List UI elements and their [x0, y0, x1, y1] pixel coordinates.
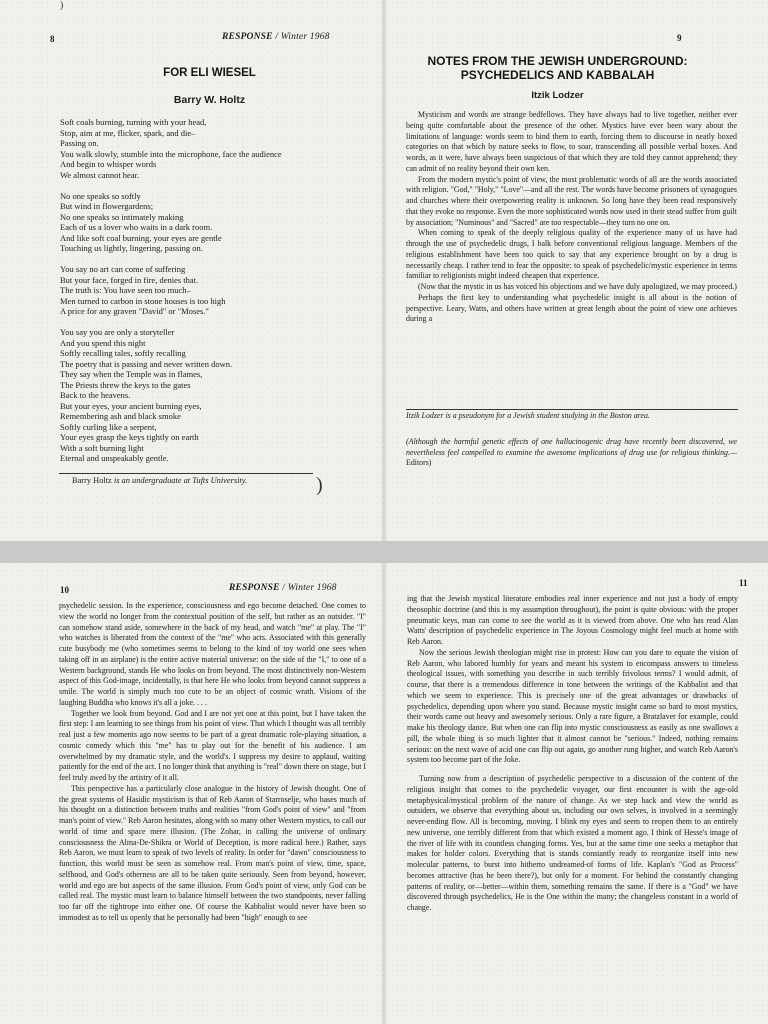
poem-stanza	[60, 191, 378, 254]
poem-line: With a soft burning light	[60, 442, 144, 453]
page-number: 8	[50, 34, 55, 44]
poem-line: Passing on.	[60, 138, 99, 148]
poem-line: A price for any graven "David" or "Moses."	[60, 306, 209, 316]
poem-line: But your eyes, your ancient burning eyes,	[60, 400, 202, 411]
footnote-rule	[406, 409, 738, 410]
poem-line: No one speaks so intimately making	[60, 211, 184, 222]
poem-body	[60, 117, 378, 474]
poem-stanza	[60, 117, 378, 180]
article-body	[59, 601, 366, 1024]
editor-note	[406, 437, 737, 469]
paragraph: ing that the Jewish mystical literature embodies real inner experience and not just a body of empty theosophic doctrine (and this is my assumption throughout), the point is quite obvious: with the proper pneumatic keys, man can come to see the world as it is viewed from above. One who has read Alan Watts' description of psychedelic experience in The Joyous Cosmology might feel much at home with Reb Aaron.	[407, 594, 738, 646]
poem-line: Soft coals burning, turning with your head,	[60, 117, 207, 127]
scan-speck: )	[60, 0, 64, 11]
poem-line: We almost cannot hear.	[60, 169, 140, 180]
pseudonym-footnote: Itzik Lodzer is a pseudonym for a Jewish student studying in the Boston area.	[406, 411, 650, 420]
paragraph: Now the serious Jewish theologian might rise in protest: How can you dare to equate the vision of Reb Aaron, who labored humbly for years and meant his system to encompass answers to timeless theological issues, with something you describe in such terribly frivolous terms? I would admit, of course, that there is a tremendous difference in tone between the writings of the Kabbalist and that which we seem to experience. This is precisely one of the great advantages or drawbacks of psychedelics, depending upon where you stand. Because mystic insight came so hard to most mystics, their words came out heavy and awesomely serious. Only a rare figure, a Bratzlaver for example, could make his theology dance. But when one can flip into mystic consciousness as easily as one swallows a pill, the whole thing is so much lighter that it almost cannot be "serious." Indeed, nothing remains serious: on the next wave of acid one can flip out again, go another rung higher, and watch Reb Aaron's system too become part of the Joke.	[407, 647, 738, 765]
article-body	[406, 110, 737, 416]
paragraph: Perhaps the first key to understanding what psychedelic insight is all about is the notion of perspective. Leary, Watts, and others have written at great length about the point of view one achieves during a	[406, 292, 737, 324]
paragraph: From the modern mystic's point of view, the most problematic words of all are the words associated with religion. "God," "Holy," "Love"—and all the rest. The words have become prisoners of synagogues and churches where their overpowering reality is unknown. So long have they been read responsively that they evoke no response. Even the more sophisticated words now used in their stead suffer from guilt by association; "Numinous" and "Sacred" are too respectable—they turn no one on.	[406, 174, 737, 227]
poem-line: You say no art can come of suffering	[60, 264, 186, 274]
poem-line: Your eyes grasp the keys tightly on earth	[60, 432, 199, 442]
journal-name: RESPONSE	[229, 583, 280, 593]
article-title-line-1: NOTES FROM THE JEWISH UNDERGROUND:	[427, 54, 688, 68]
poem-line: But your face, forged in fire, denies that.	[60, 274, 199, 285]
paragraph: Together we look from beyond. God and I are not yet one at this point, but I have taken the first step: I am learning to see things from his point of view. That which I thought was all terribly real just a few moments ago now seems to be part of a great dramatic role-playing situation, a cosmic comedy which this "me" has to play out for the benefit of his audience. I am overwhelmed by my dramatic style, and the world's. I suppress my desire to applaud, waiting patiently for the end of the act. I no longer think that anything is "real" down there on stage, but I feel truly awed by the artistry of it all.	[59, 708, 366, 782]
poem-line: Remembering ash and black smoke	[60, 411, 181, 421]
credit-rule	[59, 473, 313, 474]
running-head	[229, 583, 337, 593]
poem-line: You say you are only a storyteller	[60, 327, 175, 337]
editor-note-text: (Although the harmful genetic effects of one hallucinogenic drug have recently been discovered, we nevertheless feel compelled to examine the awesome implications of drug use for religious thinking.—	[406, 437, 737, 457]
poem-line: And like soft coal burning, your eyes are gentle	[60, 232, 222, 243]
poem-line: You walk slowly, stumble into the microphone, face the audience	[60, 148, 282, 159]
poem-line: The truth is: You have seen too much–	[60, 285, 191, 295]
paragraph: Mysticism and words are strange bedfellows. They have always had to live together, neither ever being quite comfortable about the presence of the other. Mystics have ever been wary about the limitations of language: words seem to bind them to earth, forcing them to discourse in neatly boxed categories on that which by nature seeks to flow, to soar, transcending all possible verbal boxes. And words, as it were, have always been suspicious of that which they are told they cannot apprehend; they can admit of no reality beyond their own ken.	[406, 110, 737, 173]
poem-title: FOR ELI WIESEL	[163, 67, 256, 79]
paragraph: (Now that the mystic in us has voiced his objections and we have duly apologized, we may proceed.)	[418, 282, 737, 291]
page-number: 9	[677, 33, 682, 43]
paragraph: Turning now from a description of psychedelic perspective to a discussion of the content of the religious insight that comes to the psychedelic voyager, our first encounter is with the age-old metaphysical/mystical problem of the nature of change. As we step back and view the world as outsiders, we observe that everything about us, including our own selves, is involved in a seemingly never-ending flow. All is becoming, moving. I blink my eyes and seem to reopen them to an entirely new universe, one terribly different from that which existed a moment ago. I think of Hesse's image of the river of life with its countless changing forms. Yes, but at the same time one seeks a metaphor that makes for holder colors. Everything that is stands constantly ready to reorganize itself into new molecular patterns, to burst into hitherto undreamed-of forms of life. Kaplan's "God as Process" becomes attractive (has he been there?), but only for a moment. For behind the constantly changing patterns of reality, or—better—within them, something remains the same. If there is a "God" we have discovered through psychedelics, He is the One within the many; the changeless constant in a world of change.	[407, 774, 738, 912]
poem-line: Touching us lightly, lingering, passing on.	[60, 243, 203, 253]
poem-line: The poetry that is passing and never written down.	[60, 358, 233, 369]
issue-date: / Winter 1968	[275, 32, 330, 42]
paragraph: When coming to speak of the deeply religious quality of the experience many of us have had through the use of psychedelic drugs, I balk before conventional religious language. Members of the religious establishment have been too quick to say that any experience brought on by a drug is necessarily cheap. I rather tend to fear the opposite: to speak of psychedelic/mystic experience in terms familiar to religionists might indeed cheapen that experience.	[406, 228, 737, 281]
poem-line: Each of us a lover who waits in a dark room.	[60, 222, 213, 232]
paragraph: psychedelic session. In the experience, consciousness and ego become detached. One comes to view the world no longer from the contextual position of the self, but rather as an outsider. "I" can somehow stand aside, somewhere in the back of my head, and watch "me" at play. The "I" who watches is liberated from the context of the "me" who acts. Associated with this generally cute busybody me (who sometimes seems to belong to the kind of toy world one sees when taking off in an airplane) is the entire active material universe: on the side of the "I," to one of a Western background, stands He who looks on from beyond. The most distinctively non-Western aspect of this God-image, incidentally, is that here He who looks from beyond cannot suppress a smile. The world is simply much too cute to be an object of cosmic wrath. Visions of the laughing Buddha who knows it's all a joke. . . .	[59, 601, 366, 707]
page-number: 10	[60, 585, 69, 595]
page-10	[0, 563, 381, 1024]
poem-line: But wind in flowergardens;	[60, 201, 154, 211]
article-title-line-2: PSYCHEDELICS AND KABBALAH	[460, 68, 655, 82]
credit-text: is an undergraduate at Tufts University.	[111, 476, 248, 485]
page-9	[387, 0, 768, 541]
author-credit	[72, 476, 247, 485]
journal-name: RESPONSE	[222, 32, 273, 42]
paragraph: This perspective has a particularly close analogue in the history of Jewish thought. One of the great systems of Hasidic mysticism is that of Reb Aaron of Starroselje, who bases much of his thought on a distinction between truths and realities "from God's point of view" and "from man's point of view." Reb Aaron hesitates, along with so many other Western mystics, to call our world of time and space mere illusion. (The Zohar, in calling the universe of ordinary consciousness the Alma-De-Shikra or World of Deception, is more radical here.) Rather, says Reb Aaron, we must learn to speak of two levels of reality. In order for "dawn" consciousness to function, this world must be seen as somehow real. From man's point of view, time, space, selfhood, and God's otherness are all to be taken quite seriously. Seen from beyond, however, world and ego are but aspects of the same illusion. From God's point of view, only God can be called real. The mystic must learn to balance himself between the two standpoints, never falling too far off the tightrope into either one. Of course the Kabbalist would never have been so immodest as to tell us openly that he personally had been "high" enough to see	[59, 783, 366, 922]
page-number: 11	[739, 578, 748, 588]
credit-name: Barry Holtz	[72, 476, 112, 485]
poem-stanza	[60, 327, 378, 464]
poem-line: No one speaks so softly	[60, 190, 141, 201]
handwritten-mark: )	[316, 474, 323, 496]
running-head	[222, 32, 330, 42]
poem-stanza	[60, 264, 378, 317]
editor-note-signature: Editors)	[406, 458, 432, 468]
poem-line: Eternal and unspeakably gentle.	[60, 453, 169, 463]
poem-line: The Priests threw the keys to the gates	[60, 379, 191, 390]
poem-line: And you spend this night	[60, 337, 146, 348]
poem-author: Barry W. Holtz	[173, 94, 246, 106]
poem-line: Back to the heavens.	[60, 390, 131, 400]
poem-line: Stop, aim at me, flicker, spark, and die–	[60, 127, 196, 138]
issue-date: / Winter 1968	[282, 583, 337, 593]
article-author: Itzik Lodzer	[531, 90, 584, 101]
poem-line: And begin to whisper words	[60, 159, 157, 169]
poem-line: They say when the Temple was in flames,	[60, 369, 203, 379]
page-11	[387, 563, 768, 1024]
page-8	[0, 0, 381, 541]
poem-line: Softly recalling tales, softly recalling	[60, 348, 186, 358]
bottom-spread	[0, 563, 768, 1024]
article-body	[407, 594, 738, 1024]
poem-line: Men turned to carbon in stone houses is too high	[60, 295, 226, 306]
poem-line: Softly curling like a serpent,	[60, 421, 157, 432]
